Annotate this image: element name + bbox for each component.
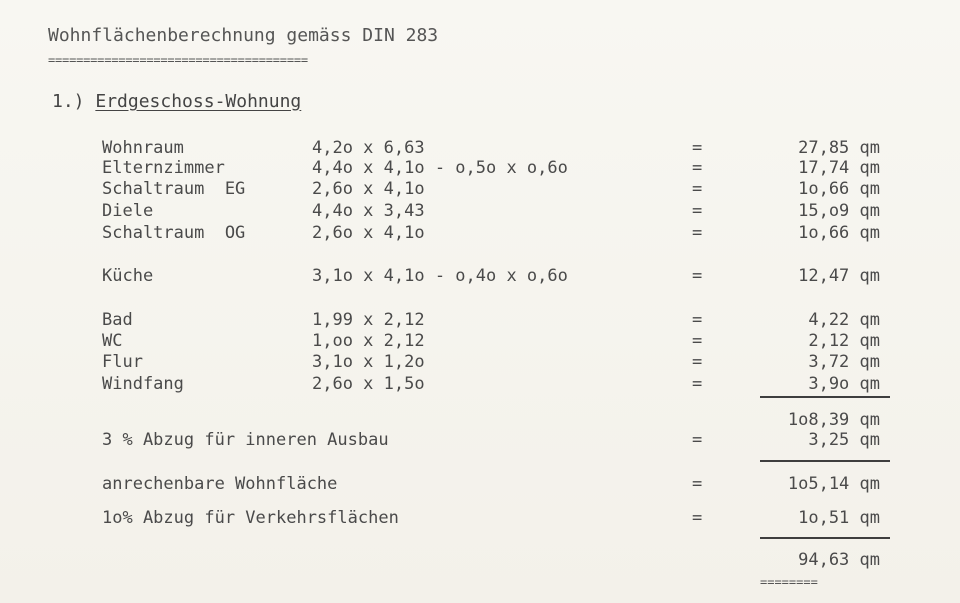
document-title: Wohnflächenberechnung gemäss DIN 283 (48, 25, 439, 46)
equals-sign: = (692, 310, 703, 330)
room-name: WC (102, 331, 123, 351)
room-area: 3,72 qm (808, 352, 880, 372)
equals-sign: = (692, 201, 703, 221)
room-calc: 3,1o x 4,1o - o,4o x o,6o (312, 266, 568, 286)
room-calc: 4,4o x 4,1o - o,5o x o,6o (312, 158, 568, 178)
total-double-underline: ======== (760, 575, 818, 589)
room-name: Diele (102, 201, 154, 221)
sum-rule (760, 460, 890, 462)
room-area: 1o,66 qm (798, 179, 880, 199)
equals-sign: = (692, 331, 703, 351)
section-heading (52, 92, 301, 112)
room-name: Windfang (102, 374, 184, 394)
equals-sign: = (692, 430, 703, 450)
room-area: 15,o9 qm (798, 201, 880, 221)
section-name: Erdgeschoss-Wohnung (95, 91, 302, 112)
room-area: 12,47 qm (798, 266, 880, 286)
equals-sign: = (692, 352, 703, 372)
room-area: 2,12 qm (808, 331, 880, 351)
room-name: Bad (102, 310, 133, 330)
room-name: Wohnraum (102, 138, 184, 158)
room-name: Elternzimmer (102, 158, 225, 178)
room-area: 1o,66 qm (798, 223, 880, 243)
subtotal-value: 1o8,39 qm (787, 410, 880, 430)
equals-sign: = (692, 266, 703, 286)
room-calc: 2,6o x 4,1o (312, 223, 425, 243)
equals-sign: = (692, 158, 703, 178)
room-area: 4,22 qm (808, 310, 880, 330)
room-calc: 2,6o x 4,1o (312, 179, 425, 199)
room-calc: 3,1o x 1,2o (312, 352, 425, 372)
equals-sign: = (692, 223, 703, 243)
title-double-underline: ===================================== (48, 53, 308, 67)
room-area: 17,74 qm (798, 158, 880, 178)
equals-sign: = (692, 374, 703, 394)
sum-rule (760, 537, 890, 539)
anrechenbar-value: 1o5,14 qm (787, 474, 880, 494)
deduction-verkehr-value: 1o,51 qm (798, 508, 880, 528)
room-name: Schaltraum EG (102, 179, 246, 199)
equals-sign: = (692, 138, 703, 158)
room-area: 27,85 qm (798, 138, 880, 158)
room-area: 3,9o qm (808, 374, 880, 394)
room-calc: 2,6o x 1,5o (312, 374, 425, 394)
total-value: 94,63 qm (798, 550, 880, 570)
deduction-ausbau-value: 3,25 qm (808, 430, 880, 450)
deduction-ausbau-label: 3 % Abzug für inneren Ausbau (102, 430, 389, 450)
equals-sign: = (692, 508, 703, 528)
section-number: 1.) (52, 91, 85, 112)
room-name: Küche (102, 266, 154, 286)
equals-sign: = (692, 179, 703, 199)
room-calc: 4,4o x 3,43 (312, 201, 425, 221)
sum-rule (760, 396, 890, 398)
room-name: Flur (102, 352, 143, 372)
room-calc: 1,oo x 2,12 (312, 331, 425, 351)
room-calc: 1,99 x 2,12 (312, 310, 425, 330)
room-name: Schaltraum OG (102, 223, 246, 243)
room-calc: 4,2o x 6,63 (312, 138, 425, 158)
deduction-verkehr-label: 1o% Abzug für Verkehrsflächen (102, 508, 399, 528)
equals-sign: = (692, 474, 703, 494)
anrechenbar-label: anrechenbare Wohnfläche (102, 474, 338, 494)
